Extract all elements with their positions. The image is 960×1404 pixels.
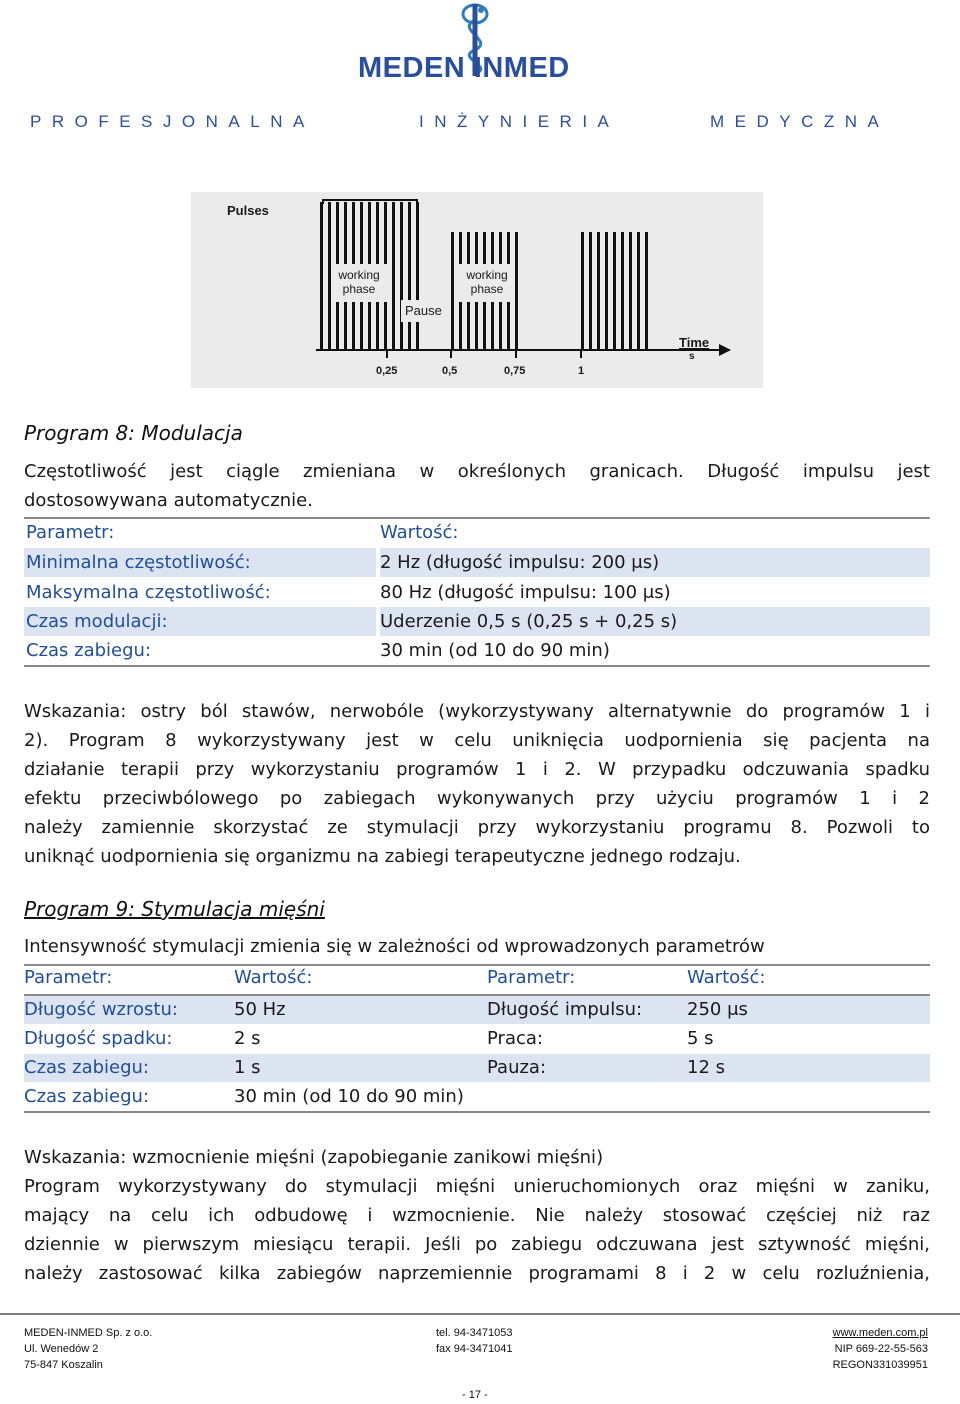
program9-indications-line: Program wykorzystywany do stymulacji mięśni unieruchomionych oraz mięśni w zaniku, xyxy=(24,1176,930,1197)
figure-tick-2: 0,5 xyxy=(442,365,458,377)
program9-indications-line: Wskazania: wzmocnienie mięśni (zapobieganie zanikowi mięśni) xyxy=(24,1147,604,1168)
table1-value: 30 min (od 10 do 90 min) xyxy=(380,640,610,661)
table1-value: 80 Hz (długość impulsu: 100 μs) xyxy=(380,582,671,603)
figure-label-pause: Pause xyxy=(405,303,442,318)
footer-city: 75-847 Koszalin xyxy=(24,1359,103,1371)
figure-label-working-2 xyxy=(462,268,512,296)
program8-indications-line: 2). Program 8 wykorzystywany jest w celu uniknięcia uodpornienia się pacjenta na xyxy=(24,730,930,751)
table2-header: Parametr: xyxy=(487,967,576,988)
table1-row xyxy=(24,548,930,577)
table1-value: Uderzenie 0,5 s (0,25 s + 0,25 s) xyxy=(380,607,930,636)
table1-param: Minimalna częstotliwość: xyxy=(24,548,376,577)
footer-rule xyxy=(0,1313,960,1315)
table2-cell: 50 Hz xyxy=(234,999,286,1020)
table1-bottom-rule xyxy=(24,665,930,667)
figure-label-working-2-line2: phase xyxy=(470,282,504,296)
program9-indications-line: dziennie w pierwszym miesiącu terapii. Jeśli po zabiegu odczuwana jest sztywność mięśni, xyxy=(24,1234,930,1255)
footer-website-link[interactable]: www.meden.com.pl xyxy=(832,1327,928,1339)
table2-cell: 1 s xyxy=(234,1057,261,1078)
table2-cell: 2 s xyxy=(234,1028,261,1049)
table1-header-param: Parametr: xyxy=(26,522,115,543)
footer-fax: fax 94-3471041 xyxy=(436,1343,513,1355)
program8-indications-line: należy zamiennie skorzystać ze stymulacji przy wykorzystaniu programu 8. Pozwoli to xyxy=(24,817,930,838)
tagline-word-1: PROFESJONALNA xyxy=(30,112,315,131)
table2-cell: Długość impulsu: xyxy=(487,999,643,1020)
program8-indications xyxy=(24,697,930,871)
tagline-word-3: MEDYCZNA xyxy=(710,112,890,131)
table1-row xyxy=(24,578,930,607)
program9-indications-line: mający na celu ich odbudowę i wzmocnienie. Nie należy stosować częściej niż raz xyxy=(24,1205,930,1226)
program8-indications-line: Wskazania: ostry ból stawów, nerwobóle (wykorzystywany alternatywnie do programów 1 i xyxy=(24,701,930,722)
figure-label-time: Time xyxy=(679,335,710,350)
figure-label-working-1-line2: phase xyxy=(342,282,376,296)
table2-cell: 12 s xyxy=(687,1057,726,1078)
figure-tick-4: 1 xyxy=(578,365,585,377)
program9-title: Program 9: Stymulacja mięśni xyxy=(24,897,325,921)
table2-header: Parametr: xyxy=(24,967,113,988)
program8-intro-line2: dostosowywana automatycznie. xyxy=(24,490,313,511)
table2-cell: Czas zabiegu: xyxy=(24,1057,150,1078)
table2-cell: 30 min (od 10 do 90 min) xyxy=(234,1086,464,1107)
table1-row xyxy=(24,636,930,665)
table2-cell: 5 s xyxy=(687,1028,714,1049)
figure-label-time-unit: s xyxy=(689,351,695,362)
program8-intro-line1: Częstotliwość jest ciągle zmieniana w określonych granicach. Długość impulsu jest xyxy=(24,461,930,482)
figure-label-working-1 xyxy=(334,268,384,296)
table1-row xyxy=(24,607,930,636)
program9-intro: Intensywność stymulacji zmienia się w zależności od wprowadzonych parametrów xyxy=(24,936,765,957)
figure-label-pulses: Pulses xyxy=(227,203,269,218)
table2-header: Wartość: xyxy=(687,967,766,988)
table1-param: Maksymalna częstotliwość: xyxy=(26,582,271,603)
figure-tick-3: 0,75 xyxy=(504,365,526,377)
table2-cell: Czas zabiegu: xyxy=(24,1086,150,1107)
footer-tel: tel. 94-3471053 xyxy=(436,1327,513,1339)
figure-tick-1: 0,25 xyxy=(376,365,398,377)
table2-cell: 250 μs xyxy=(687,999,748,1020)
footer-nip: NIP 669-22-55-563 xyxy=(834,1343,928,1355)
figure-label-working-2-line1: working xyxy=(466,268,508,282)
program8-indications-line: efektu przeciwbólowego po zabiegach wykonywanych przy użyciu programów 1 i 2 xyxy=(24,788,930,809)
table1-param: Czas zabiegu: xyxy=(26,640,152,661)
table1-header-value: Wartość: xyxy=(380,522,459,543)
tagline-word-2: INŻYNIERIA xyxy=(419,112,620,131)
table2-cell: Długość wzrostu: xyxy=(24,999,178,1020)
program8-indications-line: uniknąć uodpornienia się organizmu na zabiegi terapeutyczne jednego rodzaju. xyxy=(24,846,741,867)
table1-param: Czas modulacji: xyxy=(24,607,376,636)
table2-cell: Praca: xyxy=(487,1028,543,1049)
table1-header-row xyxy=(24,518,930,547)
footer-company: MEDEN-INMED Sp. z o.o. xyxy=(24,1327,153,1339)
page-number: - 17 - xyxy=(462,1389,488,1401)
program8-title: Program 8: Modulacja xyxy=(24,421,243,445)
table1-value: 2 Hz (długość impulsu: 200 μs) xyxy=(380,548,930,577)
pulse-figure xyxy=(191,192,763,388)
table2-bottom-rule xyxy=(24,1111,930,1113)
tagline xyxy=(30,112,930,136)
footer-street: Ul. Wenedów 2 xyxy=(24,1343,99,1355)
table2-header: Wartość: xyxy=(234,967,313,988)
program9-indications-line: należy zastosować kilka zabiegów naprzemiennie programami 8 i 2 w celu rozluźnienia, xyxy=(24,1263,930,1284)
program8-intro xyxy=(24,457,930,515)
figure-label-working-1-line1: working xyxy=(338,268,380,282)
table2-cell: Długość spadku: xyxy=(24,1028,173,1049)
table2-row-bg xyxy=(24,1054,930,1082)
table2-top-rule xyxy=(24,964,930,966)
program8-indications-line: działanie terapii przy wykorzystaniu programów 1 i 2. W przypadku odczuwania spadku xyxy=(24,759,930,780)
program9-indications xyxy=(24,1143,930,1288)
table2-cell: Pauza: xyxy=(487,1057,547,1078)
footer-regon: REGON331039951 xyxy=(832,1359,928,1371)
brand-name: MEDEN INMED xyxy=(358,52,570,84)
